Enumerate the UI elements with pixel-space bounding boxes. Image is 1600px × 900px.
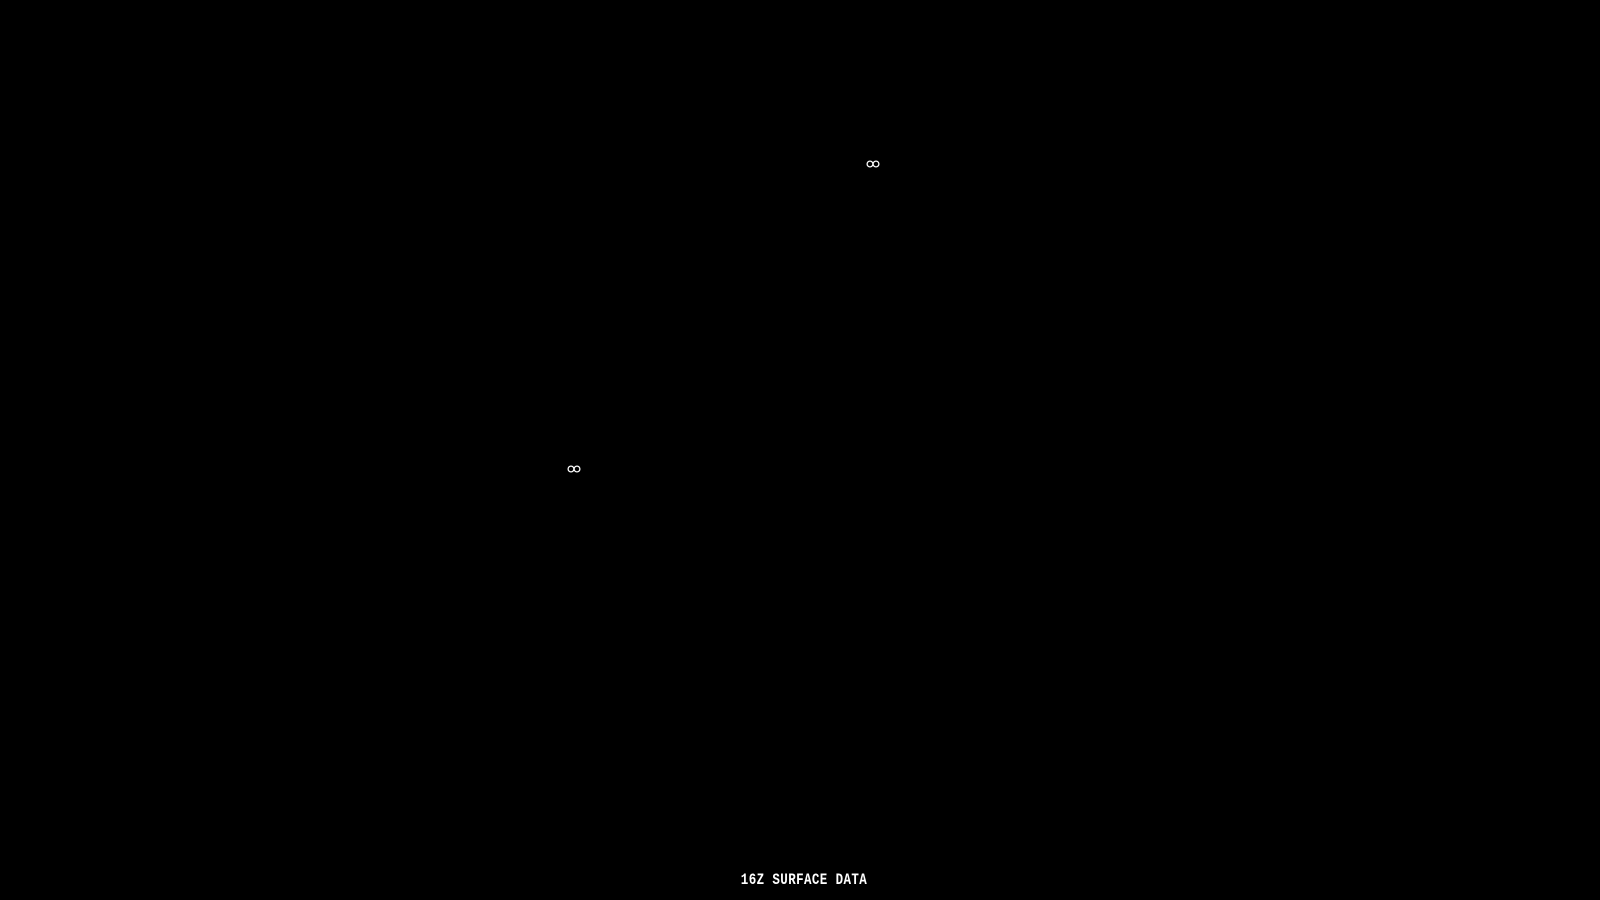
haze-symbol-icon bbox=[567, 464, 581, 473]
plot-title: 16Z SURFACE DATA bbox=[740, 871, 868, 889]
haze-symbol-icon bbox=[866, 159, 880, 168]
